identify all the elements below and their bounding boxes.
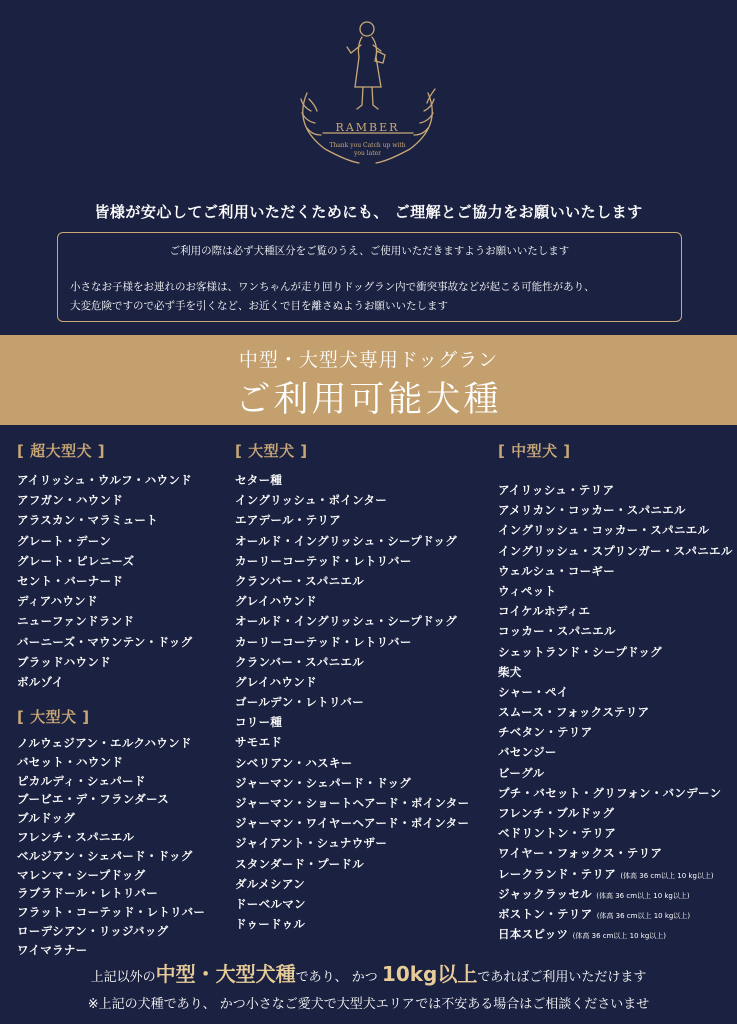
breed-item: オールド・イングリッシュ・シープドッグ	[235, 533, 458, 548]
breed-item: コリー種	[235, 715, 283, 730]
breed-item: ドーベルマン	[235, 896, 306, 911]
breed-item: イングリッシュ・コッカー・スパニエル	[498, 523, 710, 538]
footer-highlight-weight: 10kg以上	[381, 962, 478, 986]
breed-item: スムース・フォックステリア	[498, 705, 650, 720]
footer-text-mid: であり、 かつ	[295, 970, 382, 985]
breed-item: ジャイアント・シュナウザー	[235, 836, 388, 851]
breed-item: セター種	[235, 473, 283, 487]
breed-item-conditional	[498, 864, 733, 884]
notice-line-breed-category: ご利用の際は必ず犬種区分をご覧のうえ、ご使用いただきますようお願いいたします	[169, 245, 570, 257]
breed-item: ディアハウンド	[17, 594, 98, 609]
title-banner	[0, 335, 737, 425]
breed-item: ブービエ・デ・フランダース	[17, 792, 170, 807]
breed-item: ウェルシュ・コーギー	[498, 563, 616, 578]
breed-item: フレンチ・スパニエル	[17, 829, 135, 844]
breed-item: カーリーコーテッド・レトリバー	[235, 553, 412, 568]
breed-item: チベタン・テリア	[498, 725, 593, 740]
breed-item: グレイハウンド	[235, 594, 317, 609]
breed-name: レークランド・テリア	[498, 866, 616, 881]
breed-item-conditional	[498, 924, 733, 944]
breed-item: ビーグル	[498, 765, 545, 780]
breed-item: ピカルディ・シェパード	[17, 773, 146, 788]
breed-item: ブラッドハウンド	[17, 654, 111, 669]
breed-item: ボルゾイ	[17, 674, 64, 689]
breed-item: コッカー・スパニエル	[498, 624, 616, 639]
breed-size-condition: (体高 36 cm以上 10 kg以上)	[596, 911, 691, 920]
breed-item: クランバー・スパニエル	[235, 654, 364, 669]
notice-children-line-2: 大変危険ですので必ず手を引くなど、お近くで目を離さぬようお願いいたします	[70, 300, 448, 312]
breed-item: マレンマ・シープドッグ	[17, 867, 146, 882]
medium-breed-list	[498, 480, 733, 944]
footer-note: ※上記の犬種であり、 かつ小さなご愛犬で大型犬エリアでは不安ある場合はご相談くださいませ	[87, 997, 650, 1012]
breed-item: アイリッシュ・テリア	[498, 483, 615, 497]
breed-item: フラット・コーテッド・レトリバー	[17, 905, 206, 920]
footer-highlight-size: 中型・大型犬種	[155, 962, 296, 986]
breed-item: ニューファンドランド	[17, 614, 135, 629]
breed-item: プチ・バセット・グリフォン・バンデーン	[498, 785, 722, 800]
breed-item: ワイヤー・フォックス・テリア	[498, 846, 663, 861]
breed-item: ノルウェジアン・エルクハウンド	[17, 736, 192, 750]
breed-name: ジャックラッセル	[498, 886, 592, 901]
breed-item: バセンジー	[498, 745, 557, 760]
breed-item: ラブラドール・レトリバー	[17, 886, 159, 901]
footer-text-pre: 上記以外の	[90, 970, 156, 985]
breed-item: ドゥードゥル	[235, 917, 306, 932]
large-breed-list-col2	[235, 470, 469, 934]
ramber-logo	[285, 15, 450, 170]
breed-item: ローデシアン・リッジバッグ	[17, 923, 169, 938]
breed-item: グレート・デーン	[17, 533, 112, 548]
breed-item: アイリッシュ・ウルフ・ハウンド	[17, 473, 192, 487]
breed-item-conditional	[498, 904, 733, 924]
breed-item: シベリアン・ハスキー	[235, 755, 353, 770]
breed-item: オールド・イングリッシュ・シープドッグ	[235, 614, 458, 629]
large-breed-list-col1	[17, 734, 205, 960]
breed-item-conditional	[498, 884, 733, 904]
heading-large-dogs-col2: [ 大型犬 ]	[235, 442, 308, 460]
breed-item: アメリカン・コッカー・スパニエル	[498, 503, 686, 518]
breed-item: バセット・ハウンド	[17, 754, 124, 769]
breed-item: グレート・ピレニーズ	[17, 553, 135, 568]
breed-item: クランバー・スパニエル	[235, 573, 364, 588]
breed-item: シェットランド・シープドッグ	[498, 644, 662, 659]
breed-item: フレンチ・ブルドッグ	[498, 806, 615, 820]
page-headline: 皆様が安心してご利用いただくためにも、 ご理解とご協力をお願いいたします	[94, 203, 643, 221]
breed-item: イングリッシュ・スプリンガー・スパニエル	[498, 543, 733, 558]
banner-title: ご利用可能犬種	[235, 380, 502, 420]
usage-notice	[57, 232, 682, 322]
extra-large-breed-list	[17, 470, 192, 692]
breed-item: ウィペット	[498, 583, 557, 598]
breed-item: バーニーズ・マウンテン・ドッグ	[17, 634, 193, 649]
breed-item: エアデール・テリア	[235, 513, 341, 528]
breed-item: シャー・ペイ	[498, 684, 569, 699]
breed-item: サモエド	[235, 735, 283, 750]
breed-item: セント・バーナード	[17, 573, 124, 588]
breed-item: ベドリントン・テリア	[498, 826, 616, 841]
footer-condition	[0, 958, 737, 987]
banner-subtitle: 中型・大型犬専用ドッグラン	[238, 349, 499, 371]
heading-medium-dogs: [ 中型犬 ]	[498, 442, 571, 460]
breed-item: ジャーマン・ワイヤーヘアード・ポインター	[235, 816, 470, 831]
footer-text-post: であればご利用いただけます	[477, 970, 647, 985]
brand-tagline: Thank you Catch up with you later	[329, 142, 406, 157]
breed-name: 日本スピッツ	[498, 927, 569, 942]
breed-size-condition: (体高 36 cm以上 10 kg以上)	[596, 891, 690, 900]
breed-item: アラスカン・マラミュート	[17, 513, 159, 528]
notice-children-warning	[70, 278, 595, 316]
breed-item: コイケルホディエ	[498, 604, 591, 619]
heading-extra-large-dogs: [ 超大型犬 ]	[17, 442, 106, 460]
breed-size-condition: (体高 36 cm以上 10 kg以上)	[620, 871, 714, 880]
brand-name: RAMBER	[335, 121, 400, 134]
breed-name: ボストン・テリア	[498, 906, 593, 921]
breed-item: スタンダード・プードル	[235, 856, 364, 871]
breed-item: ジャーマン・シェパード・ドッグ	[235, 775, 412, 790]
breed-item: ブルドッグ	[17, 811, 76, 826]
breed-item: ワイマラナー	[17, 942, 88, 957]
breed-item: ベルジアン・シェパード・ドッグ	[17, 848, 193, 863]
breed-item: イングリッシュ・ポインター	[235, 493, 388, 508]
heading-large-dogs-col1: [ 大型犬 ]	[17, 708, 90, 726]
breed-item: ダルメシアン	[235, 876, 305, 891]
breed-item: ゴールデン・レトリバー	[235, 695, 364, 710]
breed-item: カーリーコーテッド・レトリバー	[235, 634, 412, 649]
breed-item: ジャーマン・ショートヘアード・ポインター	[235, 796, 470, 810]
notice-children-line-1: 小さなお子様をお連れのお客様は、ワンちゃんが走り回りドッグラン内で衝突事故などが起こる可能性があり、	[70, 281, 595, 293]
breed-size-condition: (体高 36 cm以上 10 kg以上)	[572, 932, 666, 941]
breed-item: 柴犬	[498, 664, 522, 679]
breed-item: グレイハウンド	[235, 674, 317, 689]
breed-item: アフガン・ハウンド	[17, 493, 124, 508]
